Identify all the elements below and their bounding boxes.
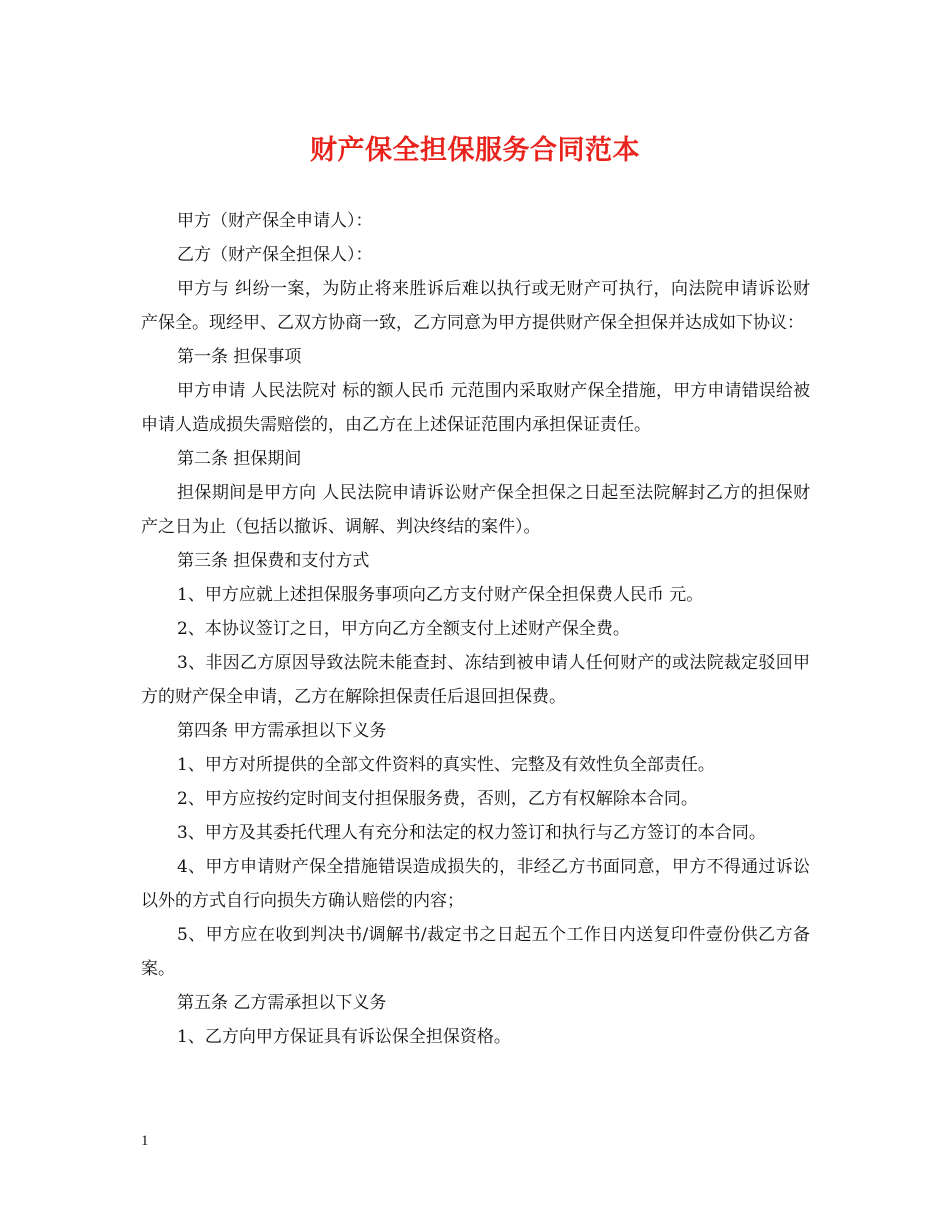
- document-body: [141, 204, 810, 1054]
- paragraph: 5、甲方应在收到判决书/调解书/裁定书之日起五个工作日内送复印件壹份供乙方备案。: [141, 925, 810, 979]
- paragraph: 甲方（财产保全申请人）：: [177, 211, 373, 231]
- paragraph: 第五条 乙方需承担以下义务: [177, 993, 387, 1013]
- paragraph: 3、甲方及其委托代理人有充分和法定的权力签订和执行与乙方签订的本合同。: [177, 823, 766, 843]
- paragraph: 3、非因乙方原因导致法院未能查封、冻结到被申请人任何财产的或法院裁定驳回甲方的财产保全申请，乙方在解除担保责任后退回担保费。: [141, 653, 810, 707]
- paragraph: 甲方申请 人民法院对 标的额人民币 元范围内采取财产保全措施，甲方申请错误给被申请人造成损失需赔偿的，由乙方在上述保证范围内承担保证责任。: [141, 381, 810, 435]
- paragraph: 2、本协议签订之日，甲方向乙方全额支付上述财产保全费。: [177, 619, 630, 639]
- paragraph: 第一条 担保事项: [177, 347, 302, 367]
- paragraph: 乙方（财产保全担保人）：: [177, 245, 373, 265]
- page-number: 1: [141, 1133, 149, 1149]
- document-title: 财产保全担保服务合同范本: [310, 135, 640, 166]
- paragraph: 甲方与 纠纷一案，为防止将来胜诉后难以执行或无财产可执行，向法院申请诉讼财产保全。现经甲、乙双方协商一致，乙方同意为甲方提供财产保全担保并达成如下协议：: [141, 279, 810, 333]
- paragraph: 4、甲方申请财产保全措施错误造成损失的，非经乙方书面同意，甲方不得通过诉讼以外的方式自行向损失方确认赔偿的内容；: [141, 857, 810, 911]
- paragraph: 第四条 甲方需承担以下义务: [177, 721, 387, 741]
- paragraph: 1、甲方应就上述担保服务事项向乙方支付财产保全担保费人民币 元。: [177, 585, 704, 605]
- paragraph: 1、乙方向甲方保证具有诉讼保全担保资格。: [177, 1027, 511, 1047]
- paragraph: 2、甲方应按约定时间支付担保服务费，否则，乙方有权解除本合同。: [177, 789, 698, 809]
- paragraph: 1、甲方对所提供的全部文件资料的真实性、完整及有效性负全部责任。: [177, 755, 715, 775]
- paragraph: 第三条 担保费和支付方式: [177, 551, 370, 571]
- paragraph: 担保期间是甲方向 人民法院申请诉讼财产保全担保之日起至法院解封乙方的担保财产之日为止（包括以撤诉、调解、判决终结的案件）。: [141, 483, 810, 537]
- paragraph: 第二条 担保期间: [177, 449, 302, 469]
